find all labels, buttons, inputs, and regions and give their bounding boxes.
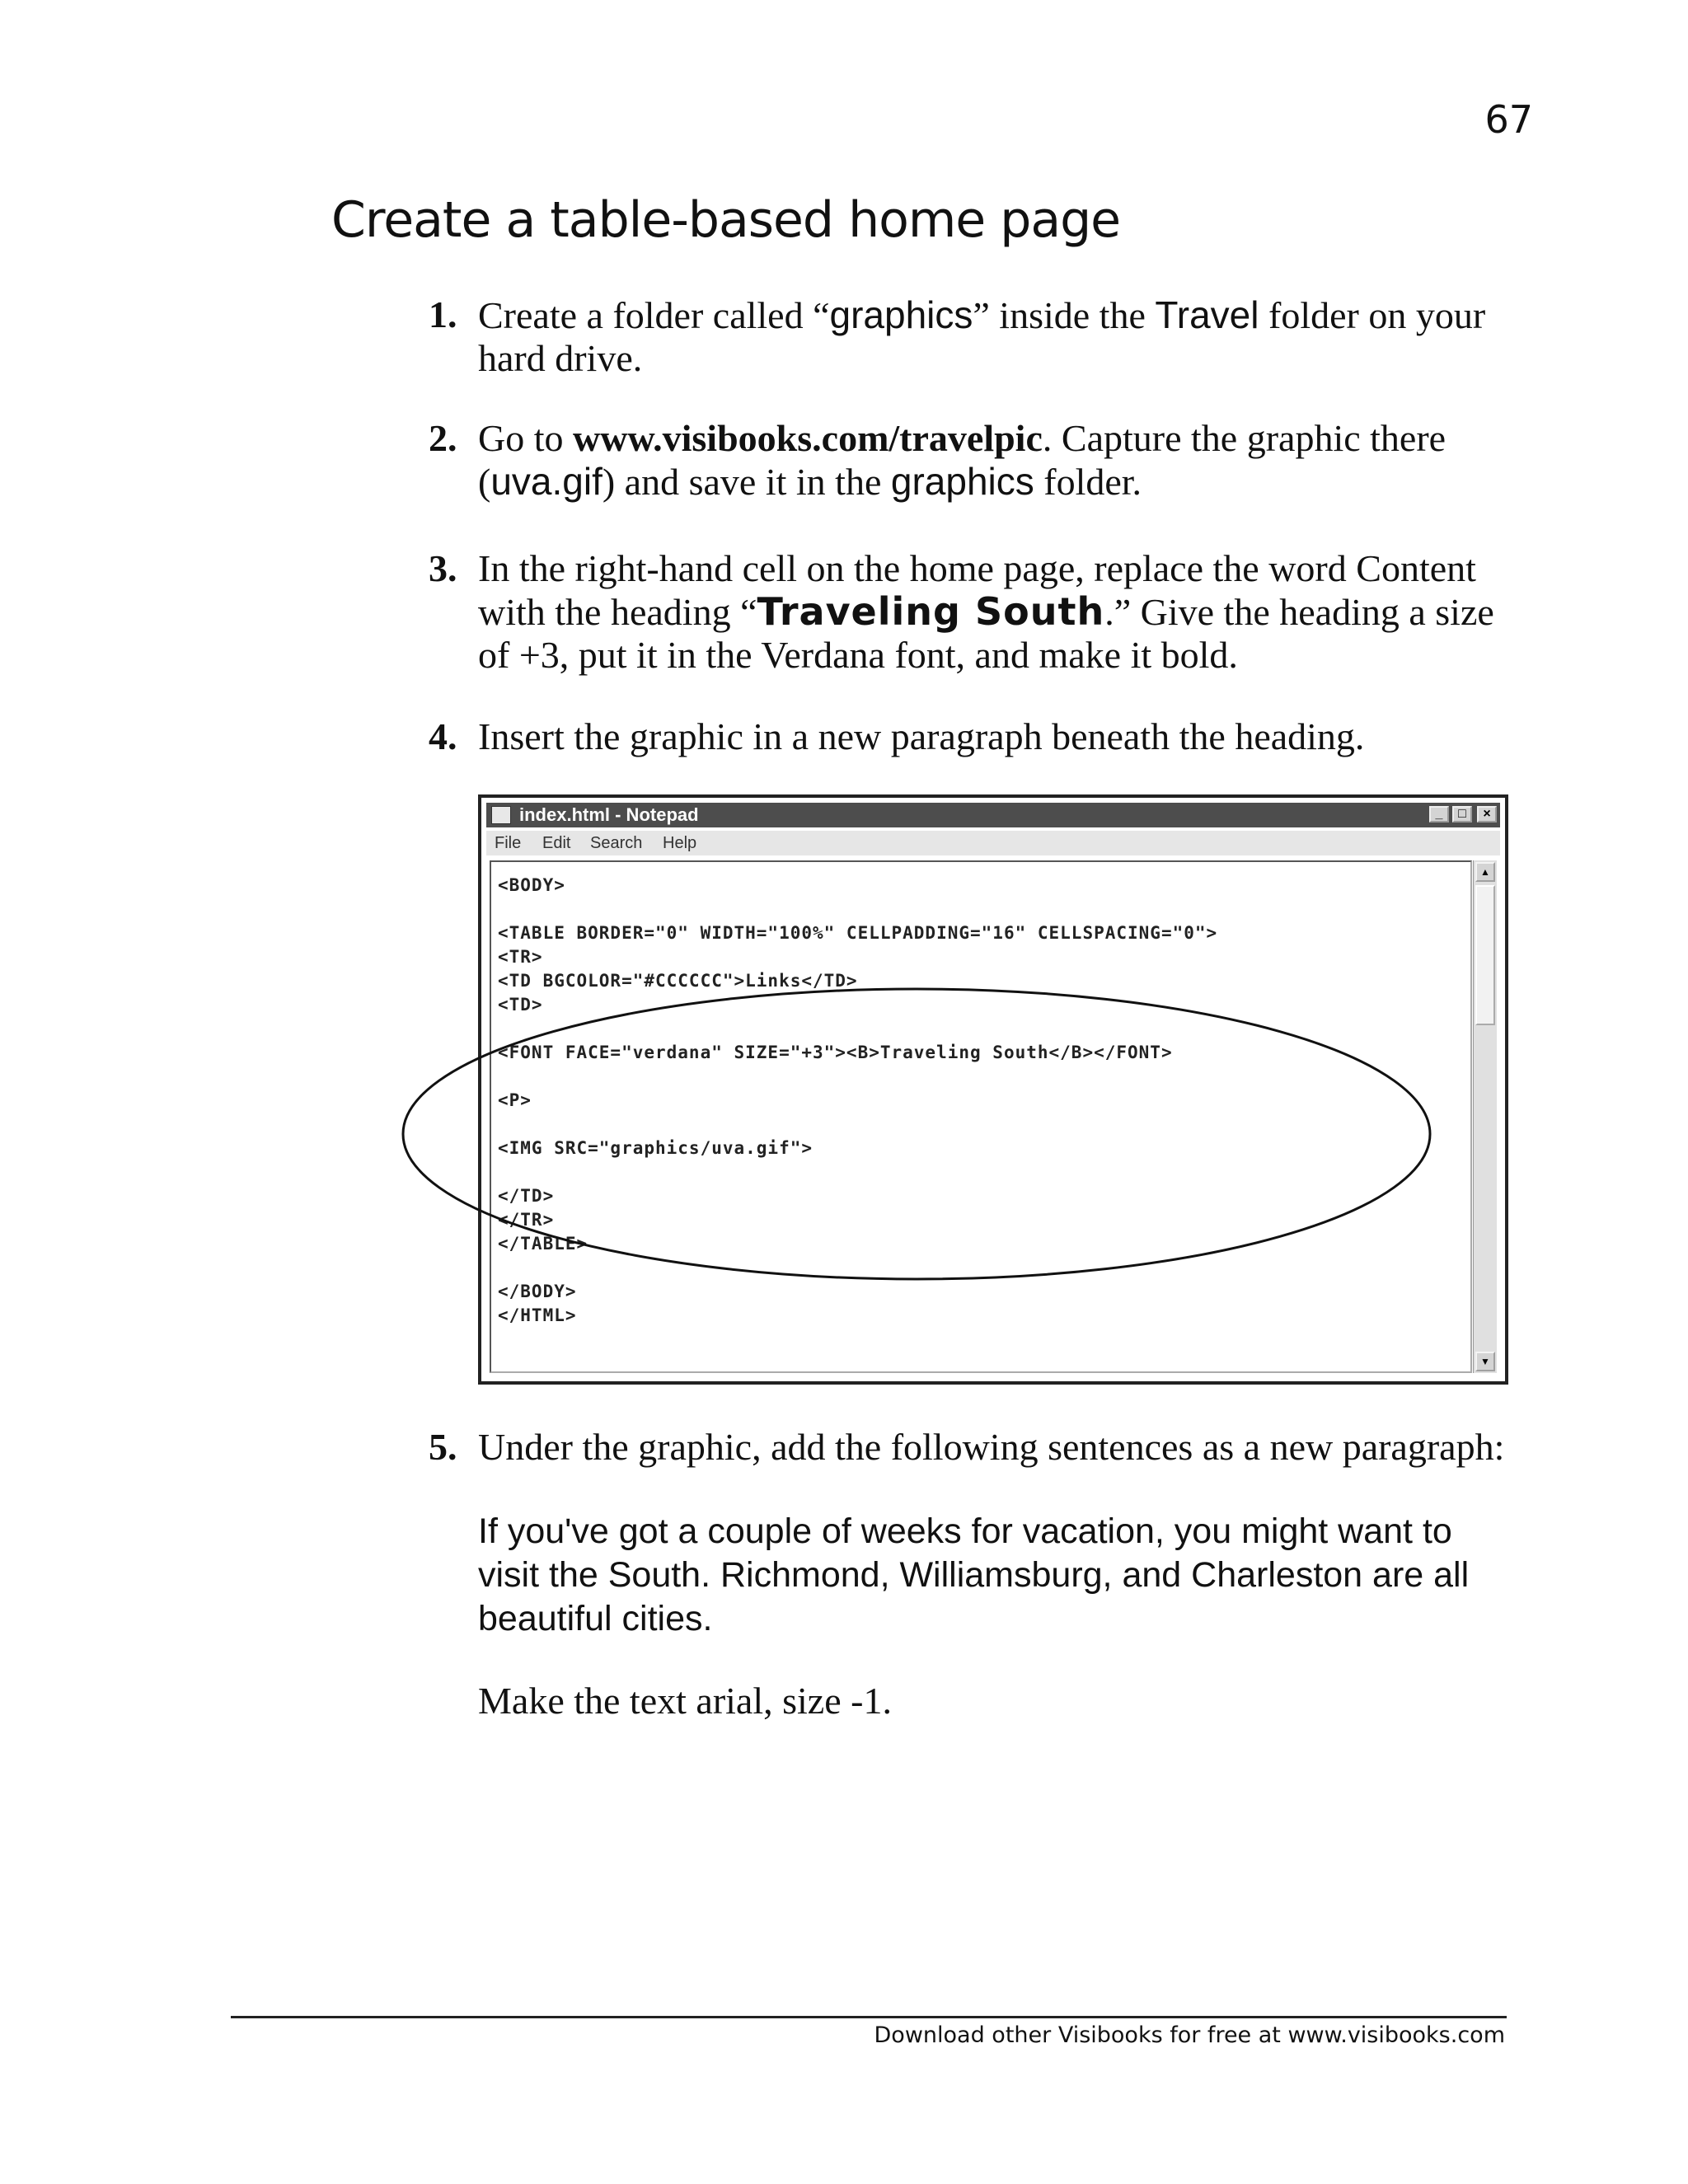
maximize-icon[interactable]: □ — [1452, 806, 1472, 823]
folder-name: Travel — [1155, 293, 1259, 336]
menu-file[interactable]: File — [495, 834, 522, 852]
step-number: 5. — [429, 1426, 457, 1468]
content-word: Content — [1356, 547, 1476, 589]
menu-help[interactable]: Help — [663, 834, 697, 852]
notepad-title-bar — [486, 803, 1500, 827]
footer-divider — [231, 2016, 1507, 2018]
step-text: Go to www.visibooks.com/travelpic. Capture the graphic there (uva.gif) and save it in the graphics folder. — [478, 417, 1447, 503]
menu-bar — [486, 831, 1500, 855]
menu-search[interactable]: Search — [590, 834, 643, 852]
step-text: In the right-hand cell on the home page, replace the word Content with the heading “Traveling South.” Give the heading a size of +3, put it in the Verdana font, and make it bold. — [478, 547, 1494, 676]
folder-name: graphics — [829, 293, 973, 336]
code-text: <BODY> <TABLE BORDER="0" WIDTH="100%" CELLPADDING="16" CELLSPACING="0"> <TR> <TD BGCOLOR="#CCCCCC">Links</TD> <TD> <FONT FACE="verdana" SIZE="+3"><B>Traveling South</B></FONT> <P> <IMG SRC="graphics/uva.gif"> </TD> </TR> </TABLE> </BODY> </HTML> — [498, 875, 1218, 1325]
close-icon[interactable]: × — [1477, 806, 1497, 823]
minimize-icon[interactable]: _ — [1429, 806, 1449, 823]
notepad-window — [478, 794, 1508, 1385]
step-text: Under the graphic, add the following sentences as a new paragraph: — [478, 1426, 1505, 1468]
sample-paragraph: If you've got a couple of weeks for vacation, you might want to visit the South. Richmond, Williamsburg, and Charleston are all beautiful cities. — [478, 1511, 1470, 1638]
heading-text: Traveling South — [757, 589, 1105, 634]
text-editor-area[interactable] — [490, 860, 1472, 1373]
scroll-down-icon[interactable]: ▼ — [1475, 1352, 1495, 1371]
step-text: Create a folder called “graphics” inside the Travel folder on your hard drive. — [478, 293, 1486, 379]
step-number: 4. — [429, 715, 457, 757]
window-title: index.html - Notepad — [519, 804, 699, 825]
scroll-thumb[interactable] — [1475, 885, 1495, 1025]
page-number: 67 — [1484, 97, 1533, 142]
folder-name: graphics — [890, 460, 1034, 503]
instruction-text: Make the text arial, size -1. — [478, 1680, 892, 1722]
url-link[interactable]: www.visibooks.com/travelpic — [573, 417, 1043, 459]
menu-edit[interactable]: Edit — [542, 834, 571, 852]
step-number: 3. — [429, 547, 457, 589]
file-name: uva.gif — [490, 460, 603, 503]
step-text: Insert the graphic in a new paragraph beneath the heading. — [478, 715, 1365, 757]
scroll-up-icon[interactable]: ▲ — [1475, 862, 1495, 882]
notepad-app-icon — [491, 806, 511, 824]
footer-text: Download other Visibooks for free at www.visibooks.com — [874, 2022, 1505, 2048]
step-number: 2. — [429, 417, 457, 459]
page-title: Create a table-based home page — [331, 191, 1121, 249]
vertical-scrollbar[interactable] — [1473, 860, 1497, 1373]
step-number: 1. — [429, 293, 457, 335]
